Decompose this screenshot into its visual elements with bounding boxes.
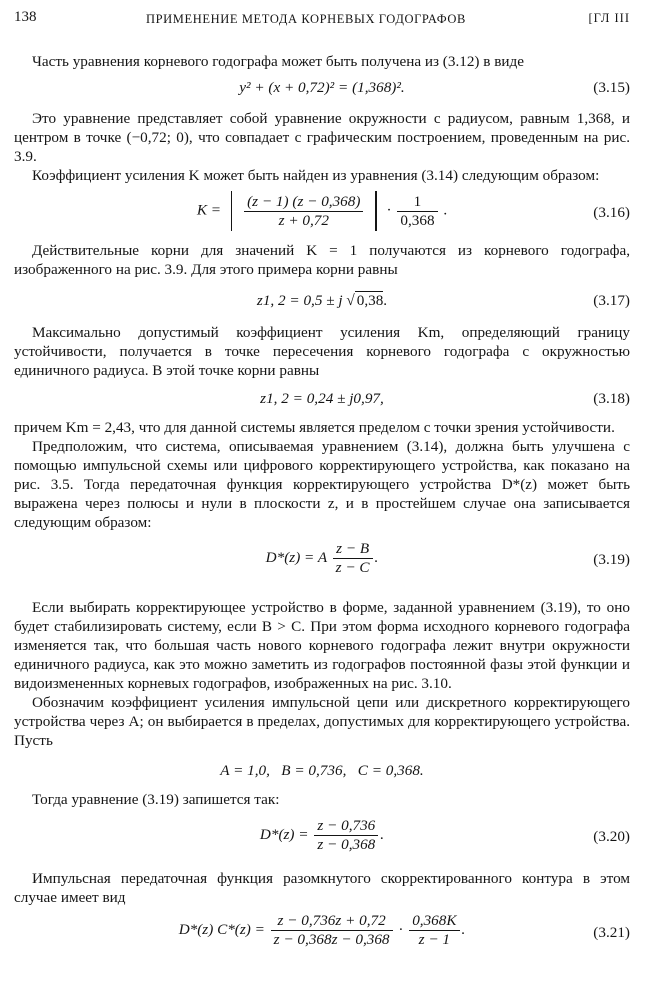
paragraph-2: Это уравнение представляет собой уравнение окружности с радиусом, равным 1,368, и центром в точке (−0,72; 0), что совпадает с графическим построением, проведенным на рис. 3.9.: [14, 110, 630, 165]
equation-number: (3.18): [593, 390, 630, 407]
equation-body: [14, 291, 630, 310]
sqrt-sign: √: [346, 292, 355, 309]
eq-lhs: D*(z) C*(z) =: [178, 920, 265, 938]
equation-number: (3.19): [593, 551, 630, 568]
paragraph-9: Обозначим коэффициент усиления импульсной цепи или дискретного корректирующего устройства через A; он выбирается в пределах, допустимых для корректирующего устройства. Пусть: [14, 694, 630, 749]
equation-number: (3.15): [593, 79, 630, 96]
paragraph-5: Максимально допустимый коэффициент усиления Km, определяющий границу устойчивости, получается в точке пересечения корневого годографа с окружностью единичного радиуса. В этой точке корни равны: [14, 324, 630, 379]
equation-3-21: [14, 907, 630, 963]
eq-end: .: [374, 548, 379, 566]
page-number: 138: [14, 9, 37, 25]
radicand: 0,38: [356, 292, 384, 309]
equation-body: z1, 2 = 0,24 ± j0,97,: [260, 390, 384, 407]
equation-values: [14, 750, 630, 790]
eq-lhs: z1, 2 = 0,5 ± j: [256, 292, 343, 309]
multiply-dot: ·: [386, 201, 392, 219]
page-header: [14, 6, 630, 28]
equation-3-18: [14, 380, 630, 418]
fraction: [409, 912, 459, 949]
equation-3-15: [14, 71, 630, 109]
fraction: [397, 193, 437, 230]
eq-end: .: [443, 201, 448, 219]
numerator: 1: [397, 193, 437, 212]
paragraph-6: причем Km = 2,43, что для данной системы является пределом с точки зрения устойчивости.: [14, 419, 615, 436]
equation-3-16: [14, 185, 630, 241]
equation-body: [14, 817, 630, 854]
fraction: [244, 193, 363, 230]
fraction: [314, 817, 378, 854]
eq-end: .: [383, 292, 388, 309]
paragraph-7: Предположим, что система, описываемая уравнением (3.14), должна быть улучшена с помощью импульсной схемы или цифрового корректирующего устройства, как показано на рис. 3.5. Тогда передаточная функция корректирующего устройства D*(z) может быть выражена через полюсы и нули в плоскости z, и в простейшем случае она записывается следующим образом:: [14, 438, 630, 531]
eq-end: .: [380, 825, 385, 843]
denominator: z − 0,368z − 0,368: [273, 931, 390, 948]
chapter-label: [ГЛ III: [588, 11, 630, 25]
equation-number: (3.16): [593, 204, 630, 221]
equation-body: y² + (x + 0,72)² = (1,368)².: [239, 79, 405, 96]
numerator: 0,368K: [409, 912, 459, 931]
equation-number: (3.17): [593, 292, 630, 309]
numerator: (z − 1) (z − 0,368): [244, 193, 363, 212]
paragraph-10: Тогда уравнение (3.19) запишется так:: [32, 791, 280, 808]
equation-number: (3.21): [593, 924, 630, 941]
book-page: [14, 6, 630, 963]
eq-end: .: [461, 920, 466, 938]
equation-number: (3.20): [593, 828, 630, 845]
abs-bar-left: [231, 191, 233, 231]
equation-3-19: [14, 532, 630, 590]
numerator: z − 0,736z + 0,72: [271, 912, 393, 931]
eq-lhs: D*(z) =: [259, 825, 309, 843]
eq-lhs: D*(z) = A: [265, 548, 327, 566]
numerator: z − B: [333, 540, 373, 559]
equation-3-20: [14, 809, 630, 867]
denominator: z − C: [335, 559, 370, 576]
eq-lhs: K =: [196, 201, 222, 219]
running-title: ПРИМЕНЕНИЕ МЕТОДА КОРНЕВЫХ ГОДОГРАФОВ: [146, 12, 466, 26]
denominator: 0,368: [400, 211, 435, 229]
multiply-dot: ·: [398, 920, 404, 938]
paragraph-3: Коэффициент усиления K может быть найден из уравнения (3.14) следующим образом:: [32, 167, 600, 184]
paragraph-8: Если выбирать корректирующее устройство в форме, заданной уравнением (3.19), то оно будет стабилизировать систему, если B > C. При этом форма исходного корневого годографа изменяется так, что большая часть нового корневого годографа лежит внутри окружности единичного радиуса, как это можно заметить из годографов постоянной фазы этой функции и видоизмененных корневых годографов, изображенных на рис. 3.10.: [14, 599, 630, 692]
abs-bar-right: [375, 191, 377, 231]
paragraph-11: Импульсная передаточная функция разомкнутого скорректированного контура в этом случае имеет вид: [14, 870, 630, 906]
equation-body: [14, 191, 630, 231]
fraction: [271, 912, 393, 949]
equation-body: [14, 912, 630, 949]
denominator: z − 0,368: [317, 836, 376, 853]
fraction: [333, 540, 373, 577]
equation-body: [14, 540, 630, 577]
paragraph-1: Часть уравнения корневого годографа может быть получена из (3.12) в виде: [32, 53, 525, 70]
denominator: z + 0,72: [278, 211, 329, 229]
equation-body: A = 1,0, B = 0,736, C = 0,368.: [220, 762, 424, 779]
denominator: z − 1: [418, 931, 451, 948]
paragraph-4: Действительные корни для значений K = 1 получаются из корневого годографа, изображенного на рис. 3.9. Для этого примера корни равны: [14, 242, 630, 278]
numerator: z − 0,736: [314, 817, 378, 836]
equation-3-17: [14, 279, 630, 323]
